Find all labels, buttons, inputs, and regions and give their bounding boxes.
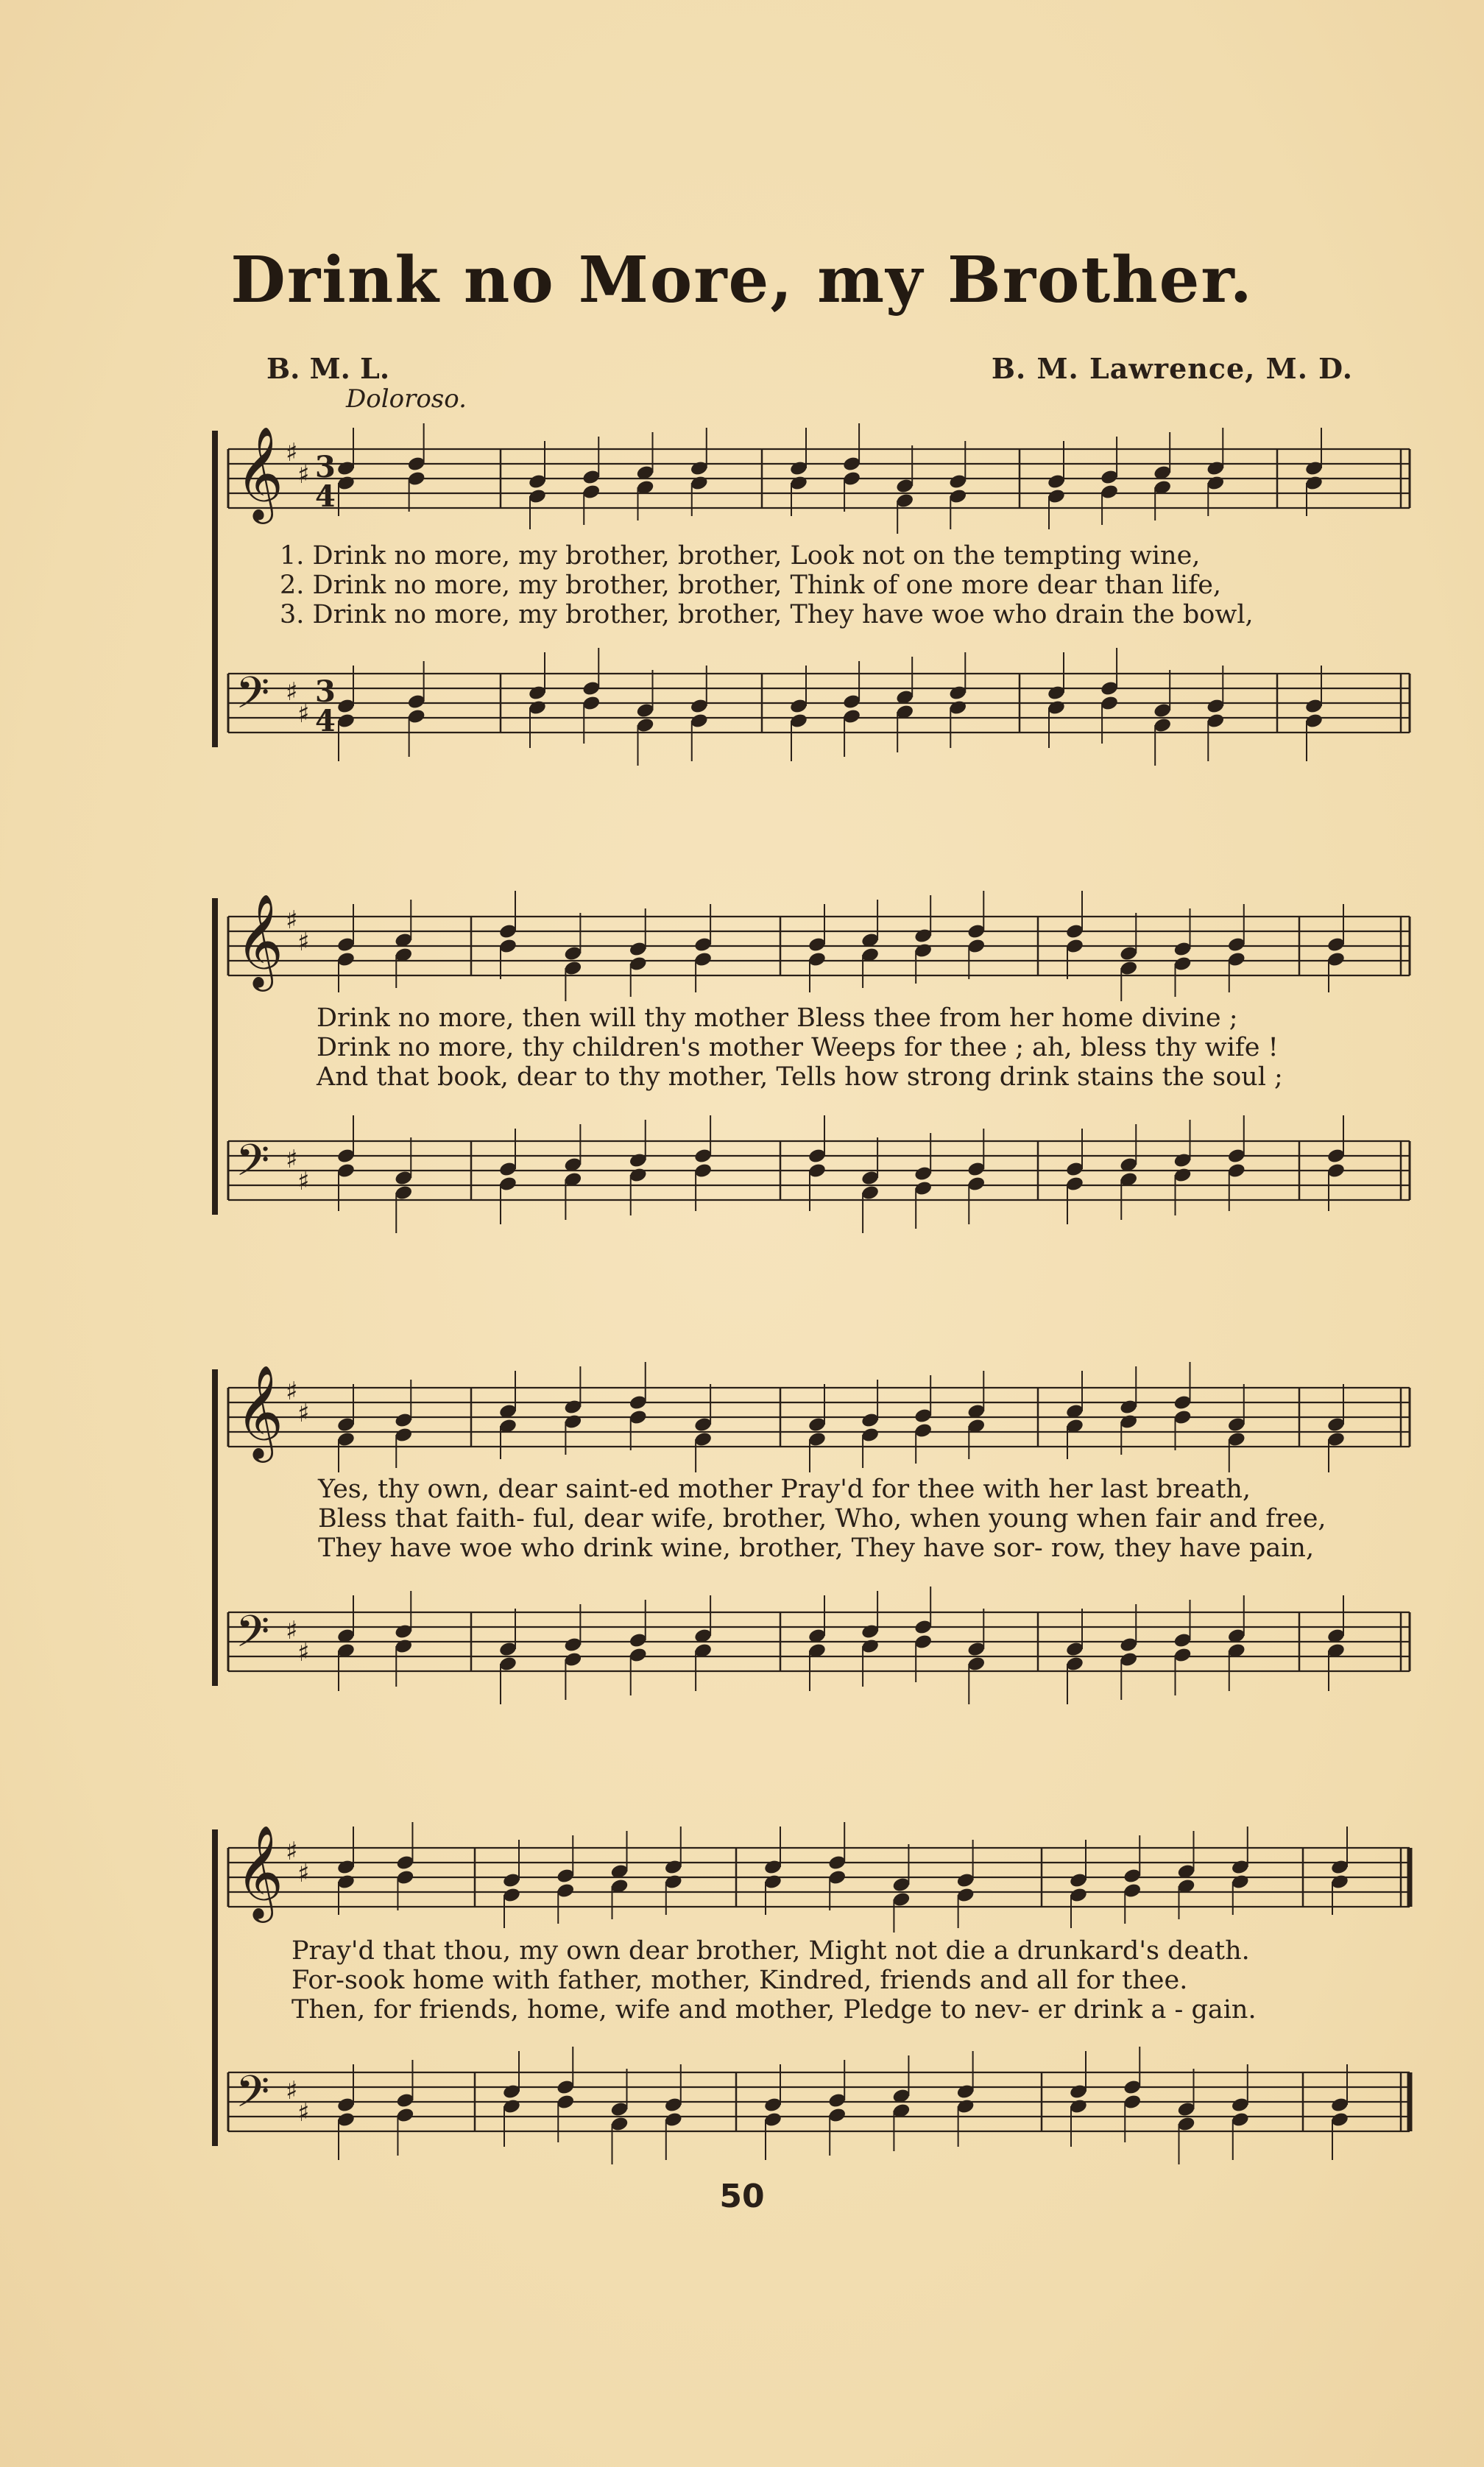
lyricist-credit: B. M. L. bbox=[266, 352, 390, 385]
svg-text:♯: ♯ bbox=[297, 928, 310, 957]
lyric-verse-3: They have woe who drink wine, brother, They have sor- row, they have pain, bbox=[318, 1534, 1315, 1563]
svg-text:♯: ♯ bbox=[297, 2098, 310, 2128]
music-system-3 bbox=[0, 1347, 1484, 1723]
svg-text:𝄞: 𝄞 bbox=[236, 893, 284, 987]
svg-text:4: 4 bbox=[315, 704, 336, 738]
music-system-4 bbox=[0, 1807, 1484, 2183]
music-system-1 bbox=[0, 409, 1484, 784]
music-system-2 bbox=[0, 876, 1484, 1252]
lyrics-block-1 bbox=[280, 541, 1428, 629]
svg-text:𝄢: 𝄢 bbox=[236, 667, 270, 729]
lyrics-block-4 bbox=[292, 1936, 1440, 2025]
tempo-marking: Doloroso. bbox=[346, 384, 467, 414]
svg-text:3: 3 bbox=[315, 450, 336, 484]
svg-text:♯: ♯ bbox=[286, 1145, 298, 1174]
composer-credit: B. M. Lawrence, M. D. bbox=[991, 352, 1353, 385]
svg-text:♯: ♯ bbox=[286, 1837, 298, 1866]
lyric-verse-1: Drink no more, then will thy mother Bless thee from her home divine ; bbox=[317, 1003, 1238, 1033]
lyric-verse-1: Yes, thy own, dear saint-ed mother Pray'd for thee with her last breath, bbox=[318, 1475, 1251, 1504]
svg-text:4: 4 bbox=[315, 479, 336, 514]
svg-text:♯: ♯ bbox=[286, 2076, 298, 2106]
svg-text:♯: ♯ bbox=[286, 1616, 298, 1645]
svg-text:♯: ♯ bbox=[286, 677, 298, 707]
lyric-verse-3: Then, for friends, home, wife and mother, Pledge to nev- er drink a - gain. bbox=[292, 1995, 1257, 2025]
lyric-verse-3: 3. Drink no more, my brother, brother, They have woe who drain the bowl, bbox=[280, 600, 1254, 629]
svg-text:𝄞: 𝄞 bbox=[236, 1824, 284, 1919]
svg-text:𝄞: 𝄞 bbox=[236, 1364, 284, 1458]
lyric-verse-2: Drink no more, thy children's mother Weeps for thee ; ah, bless thy wife ! bbox=[317, 1033, 1279, 1062]
svg-text:♯: ♯ bbox=[297, 1399, 310, 1428]
svg-text:𝄢: 𝄢 bbox=[236, 1134, 270, 1196]
svg-text:♯: ♯ bbox=[286, 906, 298, 935]
page-number: 50 bbox=[719, 2178, 765, 2215]
lyric-verse-2: Bless that faith- ful, dear wife, brother, Who, when young when fair and free, bbox=[318, 1504, 1326, 1534]
lyric-verse-1: Pray'd that thou, my own dear brother, Might not die a drunkard's death. bbox=[292, 1936, 1250, 1966]
lyric-verse-1: 1. Drink no more, my brother, brother, Look not on the tempting wine, bbox=[280, 541, 1201, 571]
svg-text:♯: ♯ bbox=[297, 460, 310, 490]
svg-text:♯: ♯ bbox=[297, 1638, 310, 1667]
lyric-verse-2: 2. Drink no more, my brother, brother, Think of one more dear than life, bbox=[280, 571, 1222, 600]
svg-text:♯: ♯ bbox=[297, 1859, 310, 1888]
svg-text:𝄢: 𝄢 bbox=[236, 2066, 270, 2128]
svg-text:𝄢: 𝄢 bbox=[236, 1606, 270, 1667]
svg-text:♯: ♯ bbox=[297, 1167, 310, 1196]
lyrics-block-3 bbox=[318, 1475, 1466, 1563]
svg-text:3: 3 bbox=[315, 674, 336, 709]
svg-text:𝄞: 𝄞 bbox=[236, 426, 284, 520]
hymn-title: Drink no More, my Brother. bbox=[230, 243, 1254, 317]
svg-text:♯: ♯ bbox=[286, 1377, 298, 1406]
lyric-verse-3: And that book, dear to thy mother, Tells how strong drink stains the soul ; bbox=[317, 1062, 1283, 1092]
svg-text:♯: ♯ bbox=[286, 438, 298, 467]
lyric-verse-2: For-sook home with father, mother, Kindred, friends and all for thee. bbox=[292, 1966, 1188, 1995]
lyrics-block-2 bbox=[317, 1003, 1465, 1092]
svg-text:♯: ♯ bbox=[297, 699, 310, 729]
